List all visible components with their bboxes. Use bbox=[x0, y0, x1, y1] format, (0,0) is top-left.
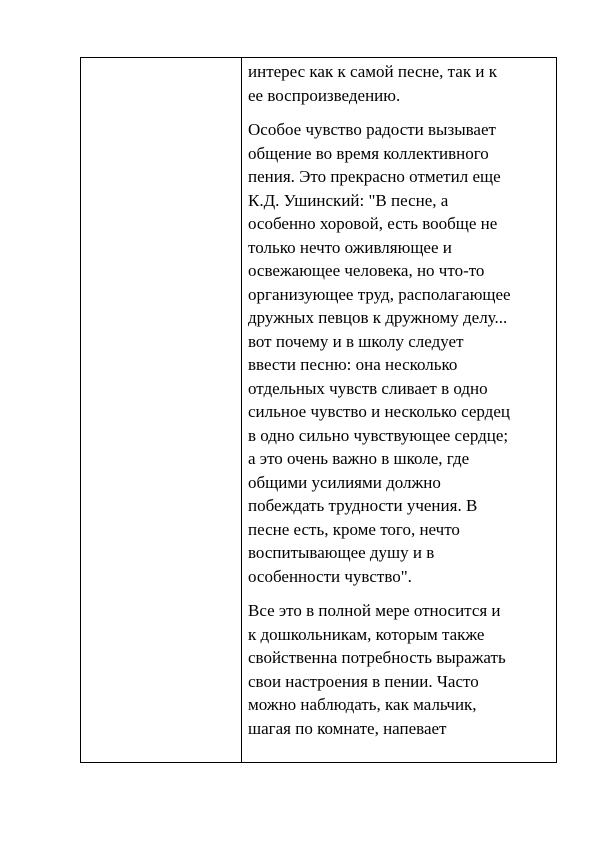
text-line: пения. Это прекрасно отметил еще bbox=[248, 167, 501, 186]
text-line: ее воспроизведению. bbox=[248, 85, 401, 105]
text-line: воспитывающее душу и в bbox=[248, 543, 435, 562]
text-line: а это очень важно в школе, где bbox=[248, 449, 470, 468]
document-table bbox=[80, 57, 557, 763]
text-line: к дошкольникам, которым также bbox=[248, 624, 485, 644]
text-line: освежающее человека, но что-то bbox=[248, 261, 485, 280]
text-line: Все это в полной мере относится и bbox=[248, 601, 501, 620]
text-line: песне есть, кроме того, нечто bbox=[248, 519, 460, 539]
paragraph-2 bbox=[248, 118, 548, 588]
text-line: особенно хоровой, есть вообще не bbox=[248, 214, 498, 233]
text-line: К.Д. Ушинский: "В песне, а bbox=[248, 190, 449, 210]
table-column-divider bbox=[241, 58, 242, 762]
text-line: организующее труд, располагающее bbox=[248, 284, 511, 304]
paragraph-1 bbox=[248, 60, 548, 107]
text-line: общими усилиями должно bbox=[248, 472, 441, 492]
text-line: отдельных чувств сливает в одно bbox=[248, 378, 488, 398]
text-line: в одно сильно чувствующее сердце; bbox=[248, 425, 509, 445]
text-line: дружных певцов к дружному делу... bbox=[248, 308, 508, 327]
text-line: ввести песню: она несколько bbox=[248, 355, 458, 374]
text-line: свои настроения в пении. Часто bbox=[248, 671, 479, 691]
table-left-cell bbox=[81, 58, 241, 762]
text-line: интерес как к самой песне, так и к bbox=[248, 62, 497, 81]
paragraph-3 bbox=[248, 599, 548, 740]
text-line: особенности чувство". bbox=[248, 566, 412, 586]
text-line: свойственна потребность выражать bbox=[248, 648, 506, 667]
text-line: шагая по комнате, напевает bbox=[248, 718, 447, 738]
text-line: побеждать трудности учения. В bbox=[248, 496, 478, 515]
text-line: Особое чувство радости вызывает bbox=[248, 120, 496, 139]
text-line: вот почему и в школу следует bbox=[248, 331, 464, 351]
text-line: можно наблюдать, как мальчик, bbox=[248, 695, 477, 714]
text-line: общение во время коллективного bbox=[248, 143, 489, 163]
text-line: сильное чувство и несколько сердец bbox=[248, 402, 510, 421]
table-right-cell bbox=[248, 60, 548, 760]
text-line: только нечто оживляющее и bbox=[248, 237, 452, 257]
